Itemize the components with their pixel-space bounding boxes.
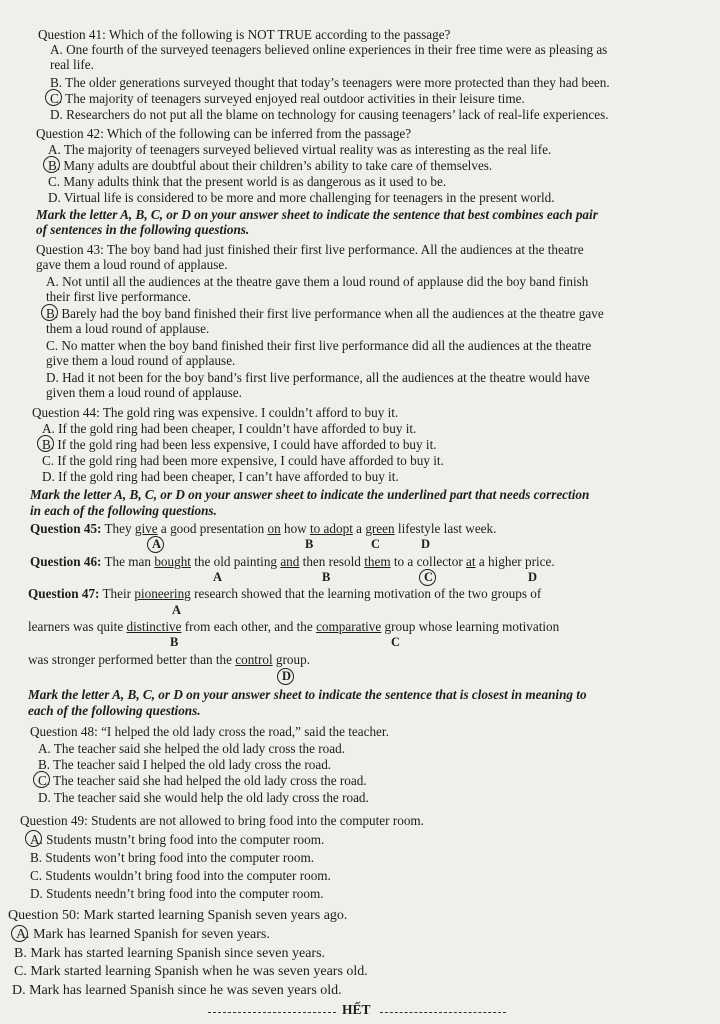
q43-stem-cont: gave them a loud round of applause.	[36, 257, 228, 272]
q44-option-a: A. If the gold ring had been cheaper, I couldn’t have afforded to buy it.	[42, 421, 417, 436]
q45-mark-c: C	[371, 537, 381, 551]
q48-option-a: A. The teacher said she helped the old lady cross the road.	[38, 741, 345, 756]
q42-option-d: D. Virtual life is considered to be more and more challenging for teenagers in the present world.	[48, 190, 555, 205]
q43-option-b: B. Barely had the boy band finished their first live performance when all the audiences at the theatre gave	[46, 306, 604, 321]
q45-mark-d: D	[421, 537, 431, 551]
q45-underline-c: to adopt	[310, 521, 353, 536]
q42-option-b: B. Many adults are doubtful about their children’s ability to take care of themselves.	[48, 158, 493, 173]
q45-sentence	[30, 521, 496, 536]
q50-option-a: A. Mark has learned Spanish for seven years.	[16, 927, 270, 942]
q43-option-d-cont: given them a loud round of applause.	[46, 385, 242, 400]
q50-option-c: C. Mark started learning Spanish when he was seven years old.	[14, 964, 368, 979]
q46-underline-b: and	[280, 554, 300, 569]
q43-option-a: A. Not until all the audiences at the theatre gave them a loud round of applause did the boy band finish	[46, 274, 589, 289]
q45-underline-a: give	[134, 521, 158, 536]
q44-stem: Question 44: The gold ring was expensive. I couldn’t afford to buy it.	[32, 405, 399, 420]
q46-mark-b: B	[322, 570, 331, 584]
q41-option-c: C. The majority of teenagers surveyed enjoyed real outdoor activities in their leisure time.	[50, 91, 525, 106]
q49-option-c: C. Students wouldn’t bring food into the computer room.	[30, 868, 331, 883]
q44-option-c: C. If the gold ring had been more expensive, I could have afforded to buy it.	[42, 453, 444, 468]
q47-sentence	[28, 586, 541, 601]
end-marker: HẾT	[342, 1002, 371, 1017]
q45-underline-d: green	[365, 521, 395, 536]
answer-circle	[419, 569, 436, 586]
q46-text: the old painting	[190, 554, 281, 569]
q45-text: lifestyle last week.	[394, 521, 497, 536]
answer-circle	[41, 304, 58, 321]
q47-text: group whose learning motivation	[381, 619, 560, 634]
q50-option-d: D. Mark has learned Spanish since he was seven years old.	[12, 983, 342, 998]
q47-sentence-cont	[28, 619, 559, 634]
q45-mark-a: A	[152, 537, 162, 551]
q45-text: a	[352, 521, 366, 536]
q45-label: Question 45:	[30, 521, 102, 536]
q46-text: to a collector	[390, 554, 467, 569]
q45-text: how	[280, 521, 310, 536]
q42-stem: Question 42: Which of the following can be inferred from the passage?	[36, 126, 412, 141]
instruction-combine: Mark the letter A, B, C, or D on your answer sheet to indicate the sentence that best combines each pair	[36, 207, 598, 222]
q43-option-b-cont: them a loud round of applause.	[46, 321, 210, 336]
q45-text: They	[104, 521, 135, 536]
answer-circle	[25, 830, 42, 847]
q47-label: Question 47:	[28, 586, 100, 601]
q50-stem: Question 50: Mark started learning Spanish seven years ago.	[8, 908, 348, 923]
q47-mark-c: C	[391, 635, 401, 649]
q41-option-d: D. Researchers do not put all the blame on technology for causing teenagers’ lack of real-life experiences.	[50, 107, 609, 122]
q47-underline-b: distinctive	[126, 619, 182, 634]
q46-sentence	[30, 554, 555, 569]
q45-mark-b: B	[305, 537, 314, 551]
q48-stem: Question 48: “I helped the old lady cross the road,” said the teacher.	[30, 724, 389, 739]
q49-stem: Question 49: Students are not allowed to bring food into the computer room.	[20, 813, 424, 828]
q47-mark-a: A	[172, 603, 182, 617]
q46-mark-c: C	[424, 570, 434, 584]
q47-text: learners was quite	[28, 619, 127, 634]
end-divider-left	[208, 1012, 336, 1013]
q47-mark-d: D	[282, 669, 292, 683]
q48-option-d: D. The teacher said she would help the old lady cross the road.	[38, 790, 369, 805]
answer-circle	[37, 435, 54, 452]
q46-label: Question 46:	[30, 554, 102, 569]
instruction-combine-cont: of sentences in the following questions.	[36, 222, 250, 237]
q42-option-c: C. Many adults think that the present world is as dangerous as it used to be.	[48, 174, 447, 189]
q45-underline-b: on	[267, 521, 281, 536]
q44-option-d: D. If the gold ring had been cheaper, I can’t have afforded to buy it.	[42, 469, 399, 484]
q41-option-a: A. One fourth of the surveyed teenagers believed online experiences in their free time were as pleasing as	[50, 42, 608, 57]
q46-text: The man	[104, 554, 155, 569]
q46-underline-d: at	[466, 554, 476, 569]
q42-option-a: A. The majority of teenagers surveyed believed virtual reality was as interesting as the real life.	[48, 142, 552, 157]
instruction-correction: Mark the letter A, B, C, or D on your answer sheet to indicate the underlined part that needs correction	[30, 487, 590, 502]
instruction-closest-meaning: Mark the letter A, B, C, or D on your answer sheet to indicate the sentence that is closest in meaning to	[28, 687, 587, 702]
q47-mark-b: B	[170, 635, 179, 649]
q47-underline-d: control	[235, 652, 273, 667]
end-divider-right	[380, 1012, 506, 1013]
q41-option-b: B. The older generations surveyed thought that today’s teenagers were more protected than they had been.	[50, 75, 610, 90]
answer-circle	[45, 89, 62, 106]
q50-option-b: B. Mark has started learning Spanish since seven years.	[14, 946, 326, 961]
q46-underline-a: bought	[154, 554, 191, 569]
q47-underline-c: comparative	[316, 619, 382, 634]
q47-text: research showed that the learning motivation of the two groups of	[190, 586, 542, 601]
q46-mark-d: D	[528, 570, 538, 584]
q47-text: was stronger performed better than the	[28, 652, 236, 667]
q46-text: then resold	[299, 554, 365, 569]
answer-circle	[43, 156, 60, 173]
q43-stem: Question 43: The boy band had just finished their first live performance. All the audiences at the theatre	[36, 242, 584, 257]
answer-circle	[33, 771, 50, 788]
q44-option-b: B. If the gold ring had been less expensive, I could have afforded to buy it.	[42, 437, 437, 452]
q43-option-d: D. Had it not been for the boy band’s first live performance, all the audiences at the theatre would have	[46, 370, 590, 385]
q49-option-a: A. Students mustn’t bring food into the computer room.	[30, 832, 325, 847]
q46-underline-c: them	[364, 554, 391, 569]
q47-text: Their	[102, 586, 135, 601]
answer-circle	[147, 536, 164, 553]
q46-mark-a: A	[213, 570, 223, 584]
q47-text: from each other, and the	[181, 619, 317, 634]
instruction-correction-cont: in each of the following questions.	[30, 503, 217, 518]
q41-option-a-cont: real life.	[50, 57, 94, 72]
instruction-closest-meaning-cont: each of the following questions.	[28, 703, 201, 718]
q45-text: a good presentation	[157, 521, 268, 536]
q47-sentence-end	[28, 652, 310, 667]
answer-circle	[11, 925, 28, 942]
answer-circle	[277, 668, 294, 685]
q43-option-c-cont: give them a loud round of applause.	[46, 353, 236, 368]
q47-text: group.	[272, 652, 310, 667]
q41-stem: Question 41: Which of the following is NOT TRUE according to the passage?	[38, 27, 451, 42]
q48-option-c: C. The teacher said she had helped the old lady cross the road.	[38, 773, 367, 788]
q49-option-b: B. Students won’t bring food into the computer room.	[30, 850, 314, 865]
q47-underline-a: pioneering	[134, 586, 191, 601]
q49-option-d: D. Students needn’t bring food into the computer room.	[30, 886, 324, 901]
q43-option-c: C. No matter when the boy band finished their first live performance did all the audiences at the theatre	[46, 338, 592, 353]
q48-option-b: B. The teacher said I helped the old lady cross the road.	[38, 757, 332, 772]
q46-text: a higher price.	[475, 554, 555, 569]
q43-option-a-cont: their first live performance.	[46, 289, 191, 304]
